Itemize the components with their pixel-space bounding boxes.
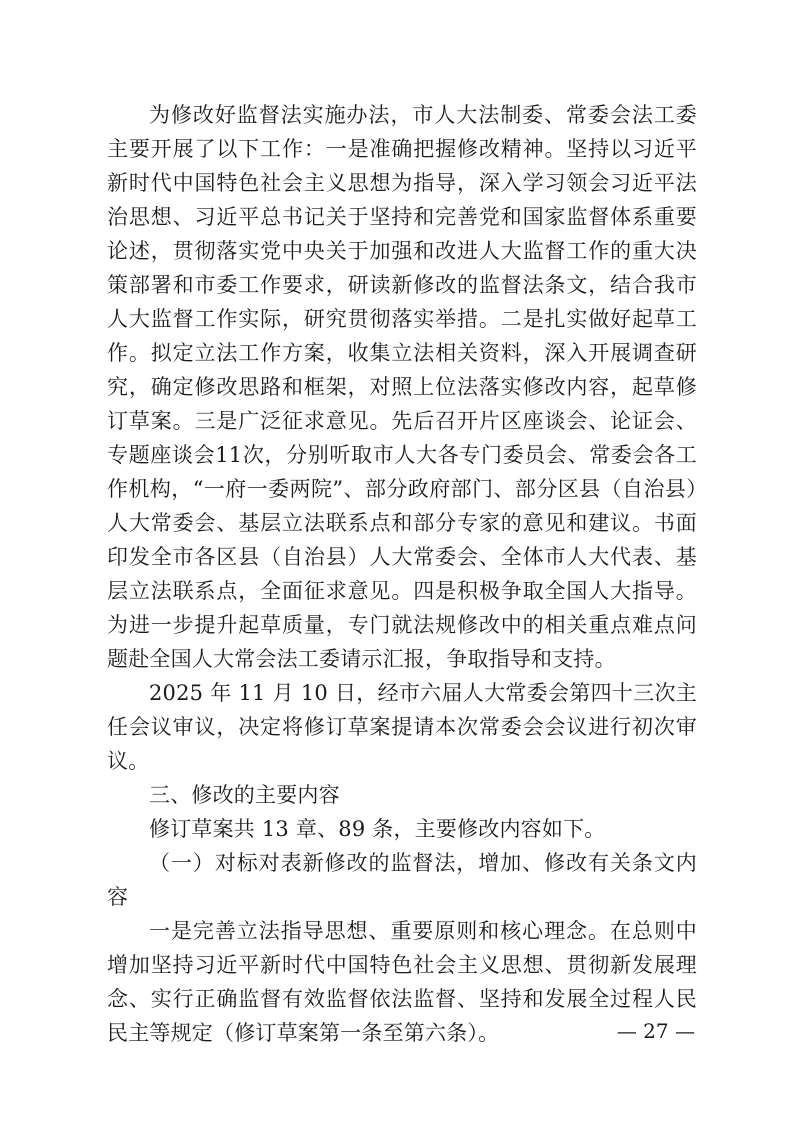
section-heading-main-content: 三、修改的主要内容 (149, 783, 340, 807)
page-number: — 27 — (616, 1019, 695, 1043)
paragraph-work-summary: 为修改好监督法实施办法，市人大法制委、常委会法工委主要开展了以下工作：一是准确把握修改精神。坚持以习近平新时代中国特色社会主义思想为指导，深入学习领会习近平法治思想、习近平总书记关于坚持和完善党和国家监督体系重要论述，贯彻落实党中央关于加强和改进人大监督工作的重大决策部署和市委工作要求，研读新修改的监督法条文，结合我市人大监督工作实际，研究贯彻落实举措。二是扎实做好起草工作。拟定立法工作方案，收集立法相关资料，深入开展调查研究，确定修改思路和框架，对照上位法落实修改内容，起草修订草案。三是广泛征求意见。先后召开片区座谈会、论证会、专题座谈会11次，分别听取市人大各专门委员会、常委会各工作机构，“一府一委两院”、部分政府部门、部分区县（自治县）人大常委会、基层立法联系点和部分专家的意见和建议。书面印发全市各区县（自治县）人大常委会、全体市人大代表、基层立法联系点，全面征求意见。四是积极争取全国人大指导。为进一步提升起草质量，专门就法规修改中的相关重点难点问题赴全国人大常会法工委请示汇报，争取指导和支持。 (107, 103, 697, 671)
body-text (107, 98, 697, 1050)
paragraph-review-date: 2025 年 11 月 10 日，经市六届人大常委会第四十三次主任会议审议，决定将修订草案提请本次常委会会议进行初次审议。 (107, 681, 697, 773)
paragraph-draft-overview: 修订草案共 13 章、89 条，主要修改内容如下。 (149, 817, 606, 841)
paragraph-guiding-thought: 一是完善立法指导思想、重要原则和核心理念。在总则中增加坚持习近平新时代中国特色社会主义思想、贯彻新发展理念、实行正确监督有效监督依法监督、坚持和发展全过程人民民主等规定（修订草案第一条至第六条）。 (107, 919, 697, 1045)
subsection-heading-one: （一）对标对表新修改的监督法，增加、修改有关条文内容 (107, 851, 697, 909)
